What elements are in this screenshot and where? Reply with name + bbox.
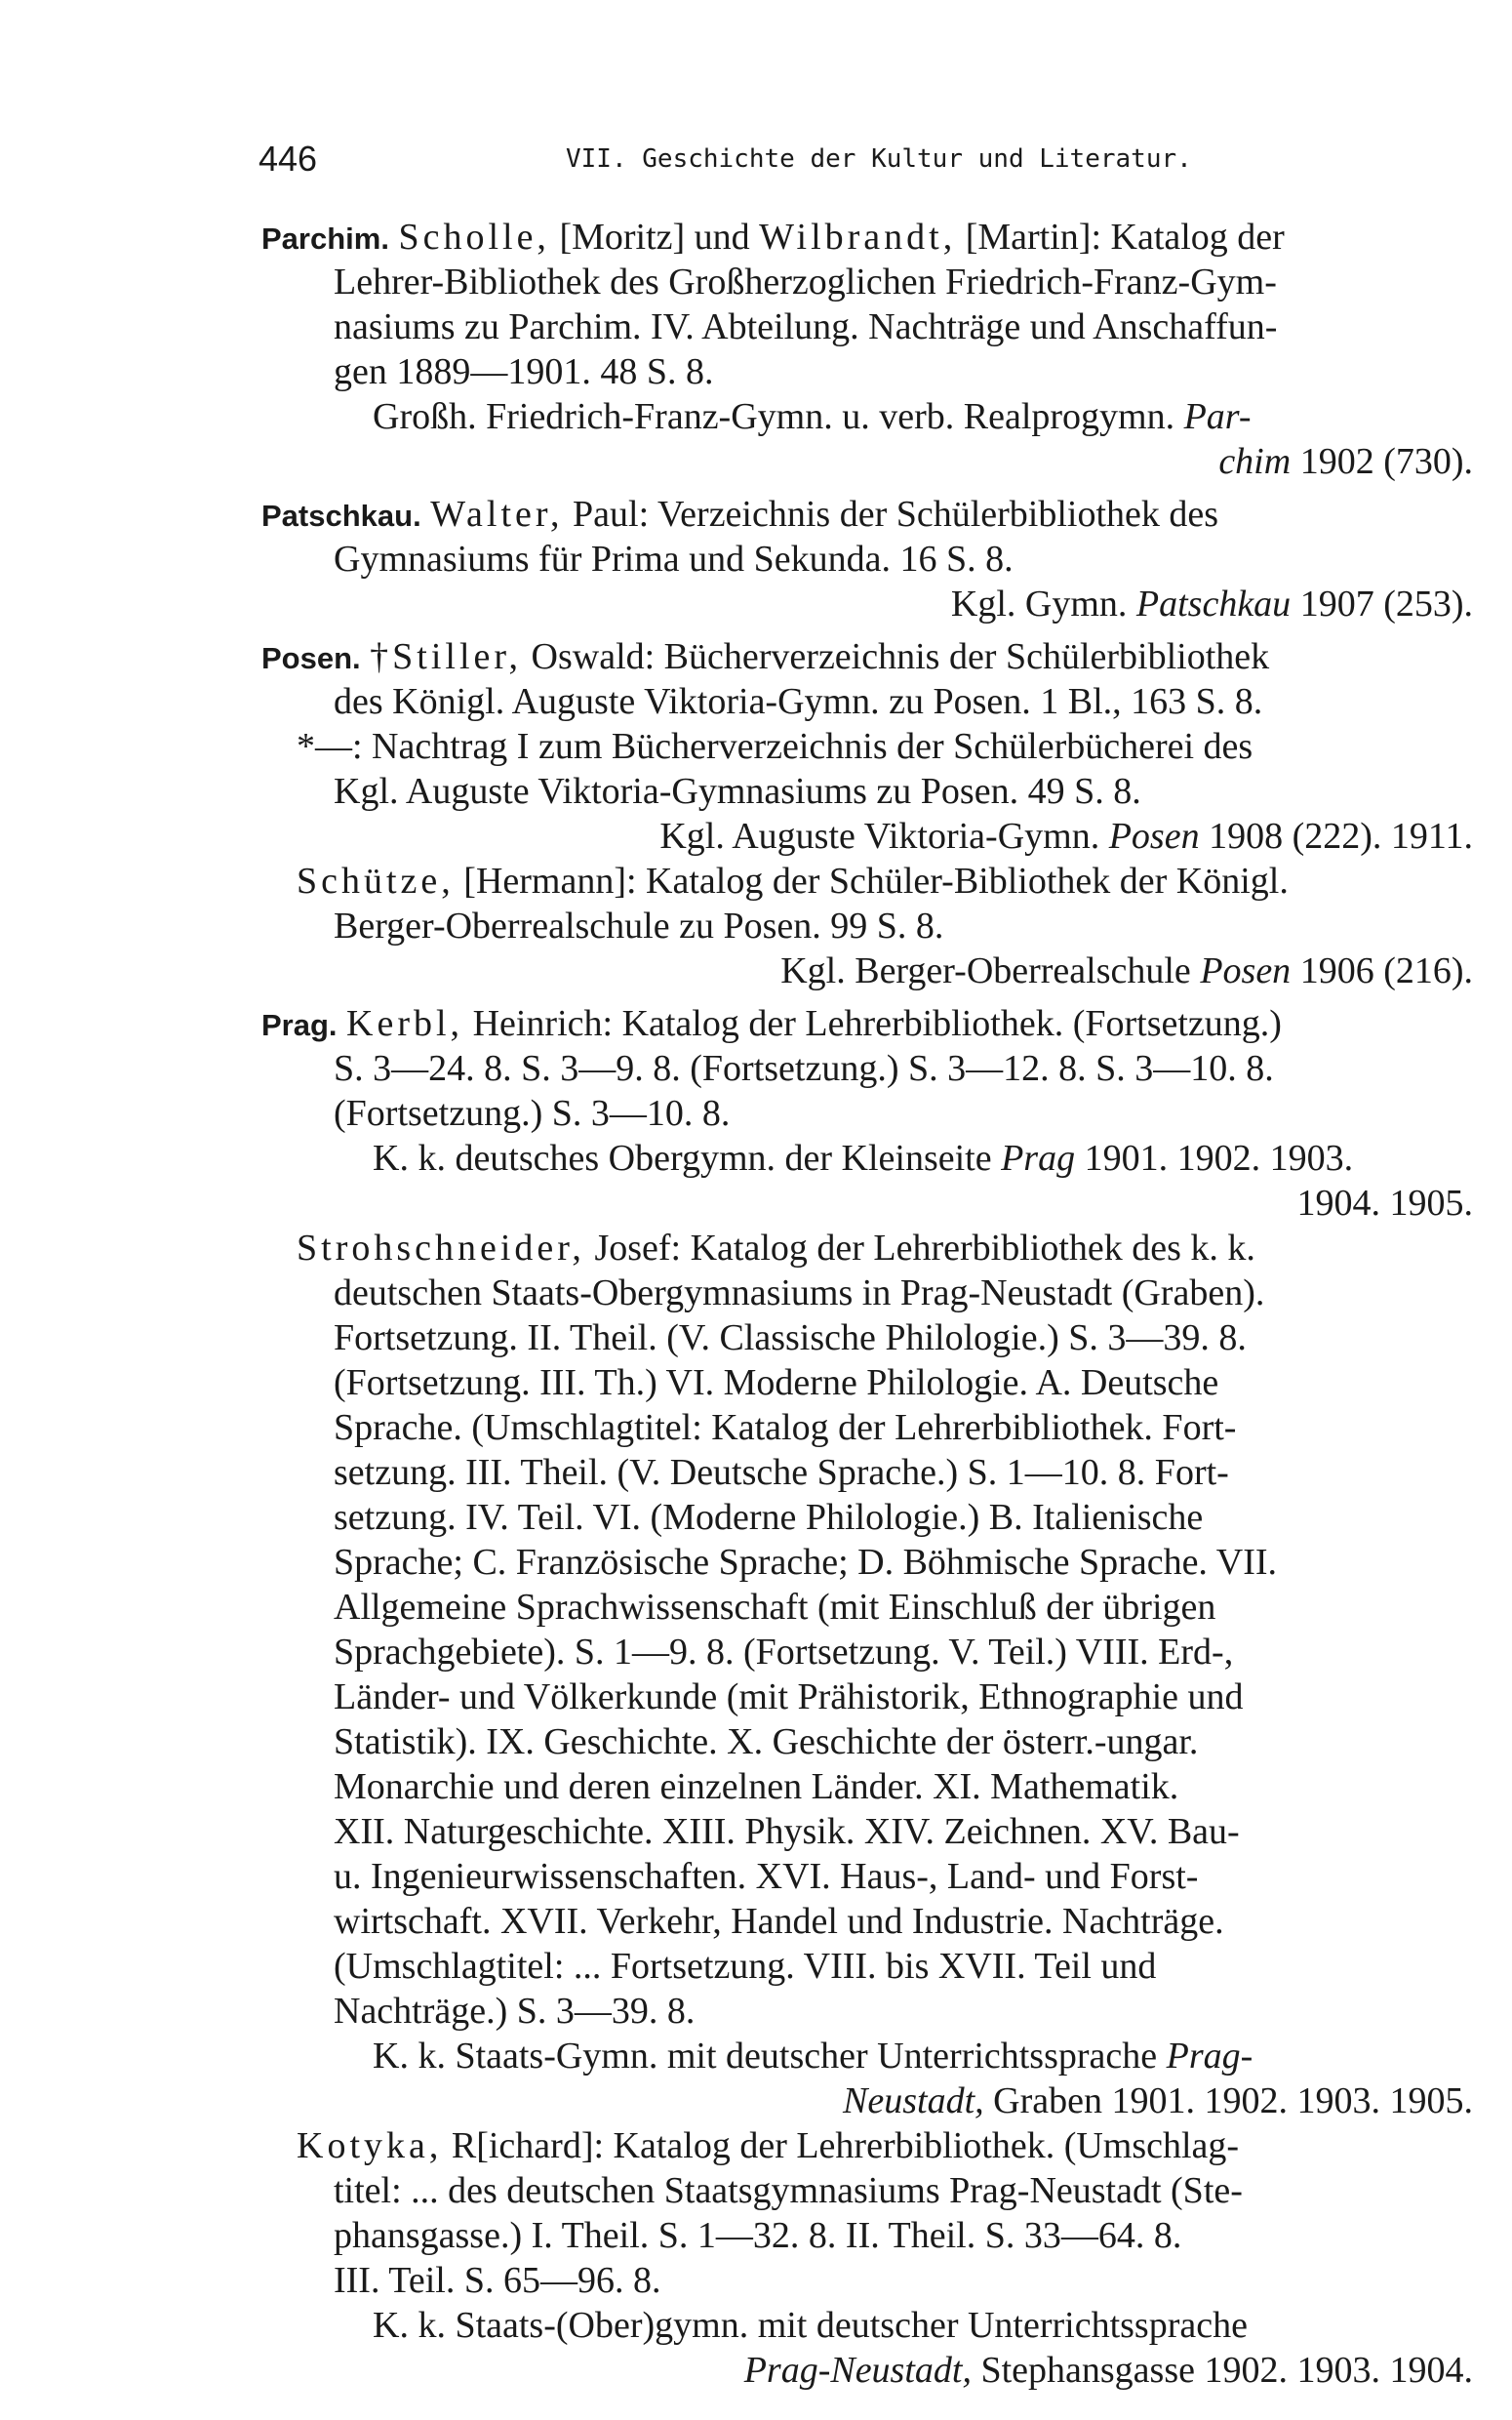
entry-text: Sprache; C. Französische Sprache; D. Böhmische Sprache. VII. <box>334 1542 1277 1583</box>
entry-kotyka-line-1 <box>297 2123 1239 2168</box>
publisher-line <box>780 948 1473 993</box>
entry-text: wirtschaft. XVII. Verkehr, Handel und Industrie. Nachträge. <box>334 1901 1224 1942</box>
entry-text: *—: Nachtrag I zum Bücherverzeichnis der Schülerbücherei des <box>297 726 1253 767</box>
entry-text: (Umschlagtitel: ... Fortsetzung. VIII. bis XVII. Teil und <box>334 1946 1157 1987</box>
entry-text: Statistik). IX. Geschichte. X. Geschichte der österr.-ungar. <box>334 1721 1199 1762</box>
entry-text: (Fortsetzung. III. Th.) VI. Moderne Philologie. A. Deutsche <box>334 1362 1219 1403</box>
year-ref: Stephansgasse 1902. 1903. 1904. <box>980 2350 1473 2391</box>
publisher-line <box>744 2348 1473 2393</box>
entry-text: Kgl. Auguste Viktoria-Gymnasiums zu Posen. 49 S. 8. <box>334 771 1141 812</box>
publisher-line <box>373 394 1252 439</box>
entry-text: Sprachgebiete). S. 1—9. 8. (Fortsetzung. V. Teil.) VIII. Erd-, <box>334 1632 1234 1673</box>
author-name: †Stiller, <box>370 636 523 677</box>
author-name: Strohschneider, <box>297 1228 585 1269</box>
entry-prag-line-1 <box>261 1001 1282 1046</box>
entry-text: Lehrer-Bibliothek des Großherzoglichen Friedrich-Franz-Gym- <box>334 262 1277 302</box>
publisher: Kgl. Gymn. <box>950 584 1128 625</box>
publisher-line <box>373 1136 1353 1181</box>
publisher: Großh. Friedrich-Franz-Gymn. u. verb. Realprogymn. <box>373 396 1175 437</box>
entry-text: titel: ... des deutschen Staatsgymnasiums Prag-Neustadt (Ste- <box>334 2170 1243 2211</box>
running-title: VII. Geschichte der Kultur und Literatur. <box>566 144 1192 174</box>
place-heading: Patschkau. <box>261 499 421 533</box>
place-heading: Parchim. <box>261 222 389 256</box>
entry-text: S. 3—24. 8. S. 3—9. 8. (Fortsetzung.) S. 3—12. 8. S. 3—10. 8. <box>334 1048 1274 1089</box>
author-name: Walter, <box>430 494 564 535</box>
entry-text: Josef: Katalog der Lehrerbibliothek des k. k. <box>594 1228 1255 1269</box>
author-name: Kerbl, <box>346 1003 464 1044</box>
publisher-place: Prag-Neustadt, <box>743 2350 972 2391</box>
publisher-place: Prag- <box>1166 2036 1253 2077</box>
entry-text: nasiums zu Parchim. IV. Abteilung. Nachträge und Anschaffun- <box>334 306 1278 347</box>
publisher-place: Neustadt, <box>843 2080 984 2121</box>
year-ref: 1902 (730). <box>1299 441 1473 482</box>
entry-text: XII. Naturgeschichte. XIII. Physik. XIV. Zeichnen. XV. Bau- <box>334 1811 1240 1852</box>
entry-text: [Hermann]: Katalog der Schüler-Bibliothek der Königl. <box>463 861 1289 902</box>
entry-parchim-line-1 <box>261 215 1285 260</box>
entry-text: u. Ingenieurwissenschaften. XVI. Haus-, Land- und Forst- <box>334 1856 1199 1897</box>
entry-text: [Moritz] und <box>559 217 750 258</box>
year-ref: 1908 (222). 1911. <box>1209 816 1473 857</box>
publisher-line <box>1218 439 1473 484</box>
publisher-place: Posen <box>1200 950 1292 991</box>
entry-patschkau-line-1 <box>261 492 1218 537</box>
publisher-line: K. k. Staats-(Ober)gymn. mit deutscher Unterrichtssprache <box>373 2305 1248 2346</box>
year-ref: 1901. 1902. 1903. <box>1084 1138 1354 1179</box>
entry-text: Sprache. (Umschlagtitel: Katalog der Lehrerbibliothek. Fort- <box>334 1407 1237 1448</box>
entry-text: gen 1889—1901. 48 S. 8. <box>334 351 714 392</box>
entry-text: Gymnasiums für Prima und Sekunda. 16 S. 8. <box>334 539 1014 580</box>
publisher-line <box>951 582 1473 626</box>
entry-text: Länder- und Völkerkunde (mit Prähistorik, Ethnographie und <box>334 1676 1244 1717</box>
entry-posen-line-1 <box>261 634 1269 679</box>
year-ref: 1907 (253). <box>1299 584 1473 625</box>
entry-text: [Martin]: Katalog der <box>965 217 1285 258</box>
author-name: Wilbrandt, <box>759 217 957 258</box>
author-name: Schütze, <box>297 861 455 902</box>
entry-text: setzung. III. Theil. (V. Deutsche Sprache.) S. 1—10. 8. Fort- <box>334 1452 1229 1493</box>
entry-text: deutschen Staats-Obergymnasiums in Prag-Neustadt (Graben). <box>334 1272 1265 1313</box>
entry-text: R[ichard]: Katalog der Lehrerbibliothek. (Umschlag- <box>451 2125 1240 2166</box>
publisher-line <box>659 814 1473 859</box>
publisher: Kgl. Auguste Viktoria-Gymn. <box>659 816 1100 857</box>
entry-text: Oswald: Bücherverzeichnis der Schülerbibliothek <box>531 636 1270 677</box>
entry-text: Heinrich: Katalog der Lehrerbibliothek. (Fortsetzung.) <box>472 1003 1282 1044</box>
entry-text: Paul: Verzeichnis der Schülerbibliothek des <box>573 494 1219 535</box>
entry-text: Nachträge.) S. 3—39. 8. <box>334 1991 696 2032</box>
publisher-line <box>843 2078 1473 2123</box>
entry-text: phansgasse.) I. Theil. S. 1—32. 8. II. Theil. S. 33—64. 8. <box>334 2215 1182 2256</box>
entry-text: III. Teil. S. 65—96. 8. <box>334 2260 661 2301</box>
entry-text: Allgemeine Sprachwissenschaft (mit Einschluß der übrigen <box>334 1587 1216 1628</box>
entry-strohschneider-line-1 <box>297 1226 1255 1270</box>
page-number: 446 <box>259 139 318 179</box>
entry-text: setzung. IV. Teil. VI. (Moderne Philologie.) B. Italienische <box>334 1497 1204 1538</box>
entry-schuetze-line-1 <box>297 859 1289 904</box>
publisher: K. k. Staats-Gymn. mit deutscher Unterrichtssprache <box>373 2036 1158 2077</box>
publisher-place: chim <box>1218 441 1292 482</box>
publisher: Kgl. Berger-Oberrealschule <box>780 950 1191 991</box>
publisher-line <box>373 2034 1253 2078</box>
publisher-place: Posen <box>1108 816 1200 857</box>
place-heading: Prag. <box>261 1008 338 1042</box>
year-ref: 1906 (216). <box>1299 950 1473 991</box>
entry-text: Berger-Oberrealschule zu Posen. 99 S. 8. <box>334 906 944 947</box>
year-ref: 1904. 1905. <box>1296 1183 1473 1224</box>
entry-text: (Fortsetzung.) S. 3—10. 8. <box>334 1093 731 1134</box>
place-heading: Posen. <box>261 641 361 675</box>
entry-text: Monarchie und deren einzelnen Länder. XI. Mathematik. <box>334 1766 1179 1807</box>
year-ref: Graben 1901. 1902. 1903. 1905. <box>993 2080 1473 2121</box>
publisher-place: Prag <box>1001 1138 1076 1179</box>
author-name: Kotyka, <box>297 2125 443 2166</box>
publisher-place: Par- <box>1183 396 1252 437</box>
entry-text: Fortsetzung. II. Theil. (V. Classische Philologie.) S. 3—39. 8. <box>334 1317 1247 1358</box>
publisher-place: Patschkau <box>1135 584 1292 625</box>
entry-text: des Königl. Auguste Viktoria-Gymn. zu Posen. 1 Bl., 163 S. 8. <box>334 681 1263 722</box>
author-name: Scholle, <box>398 217 550 258</box>
publisher: K. k. deutsches Obergymn. der Kleinseite <box>373 1138 992 1179</box>
